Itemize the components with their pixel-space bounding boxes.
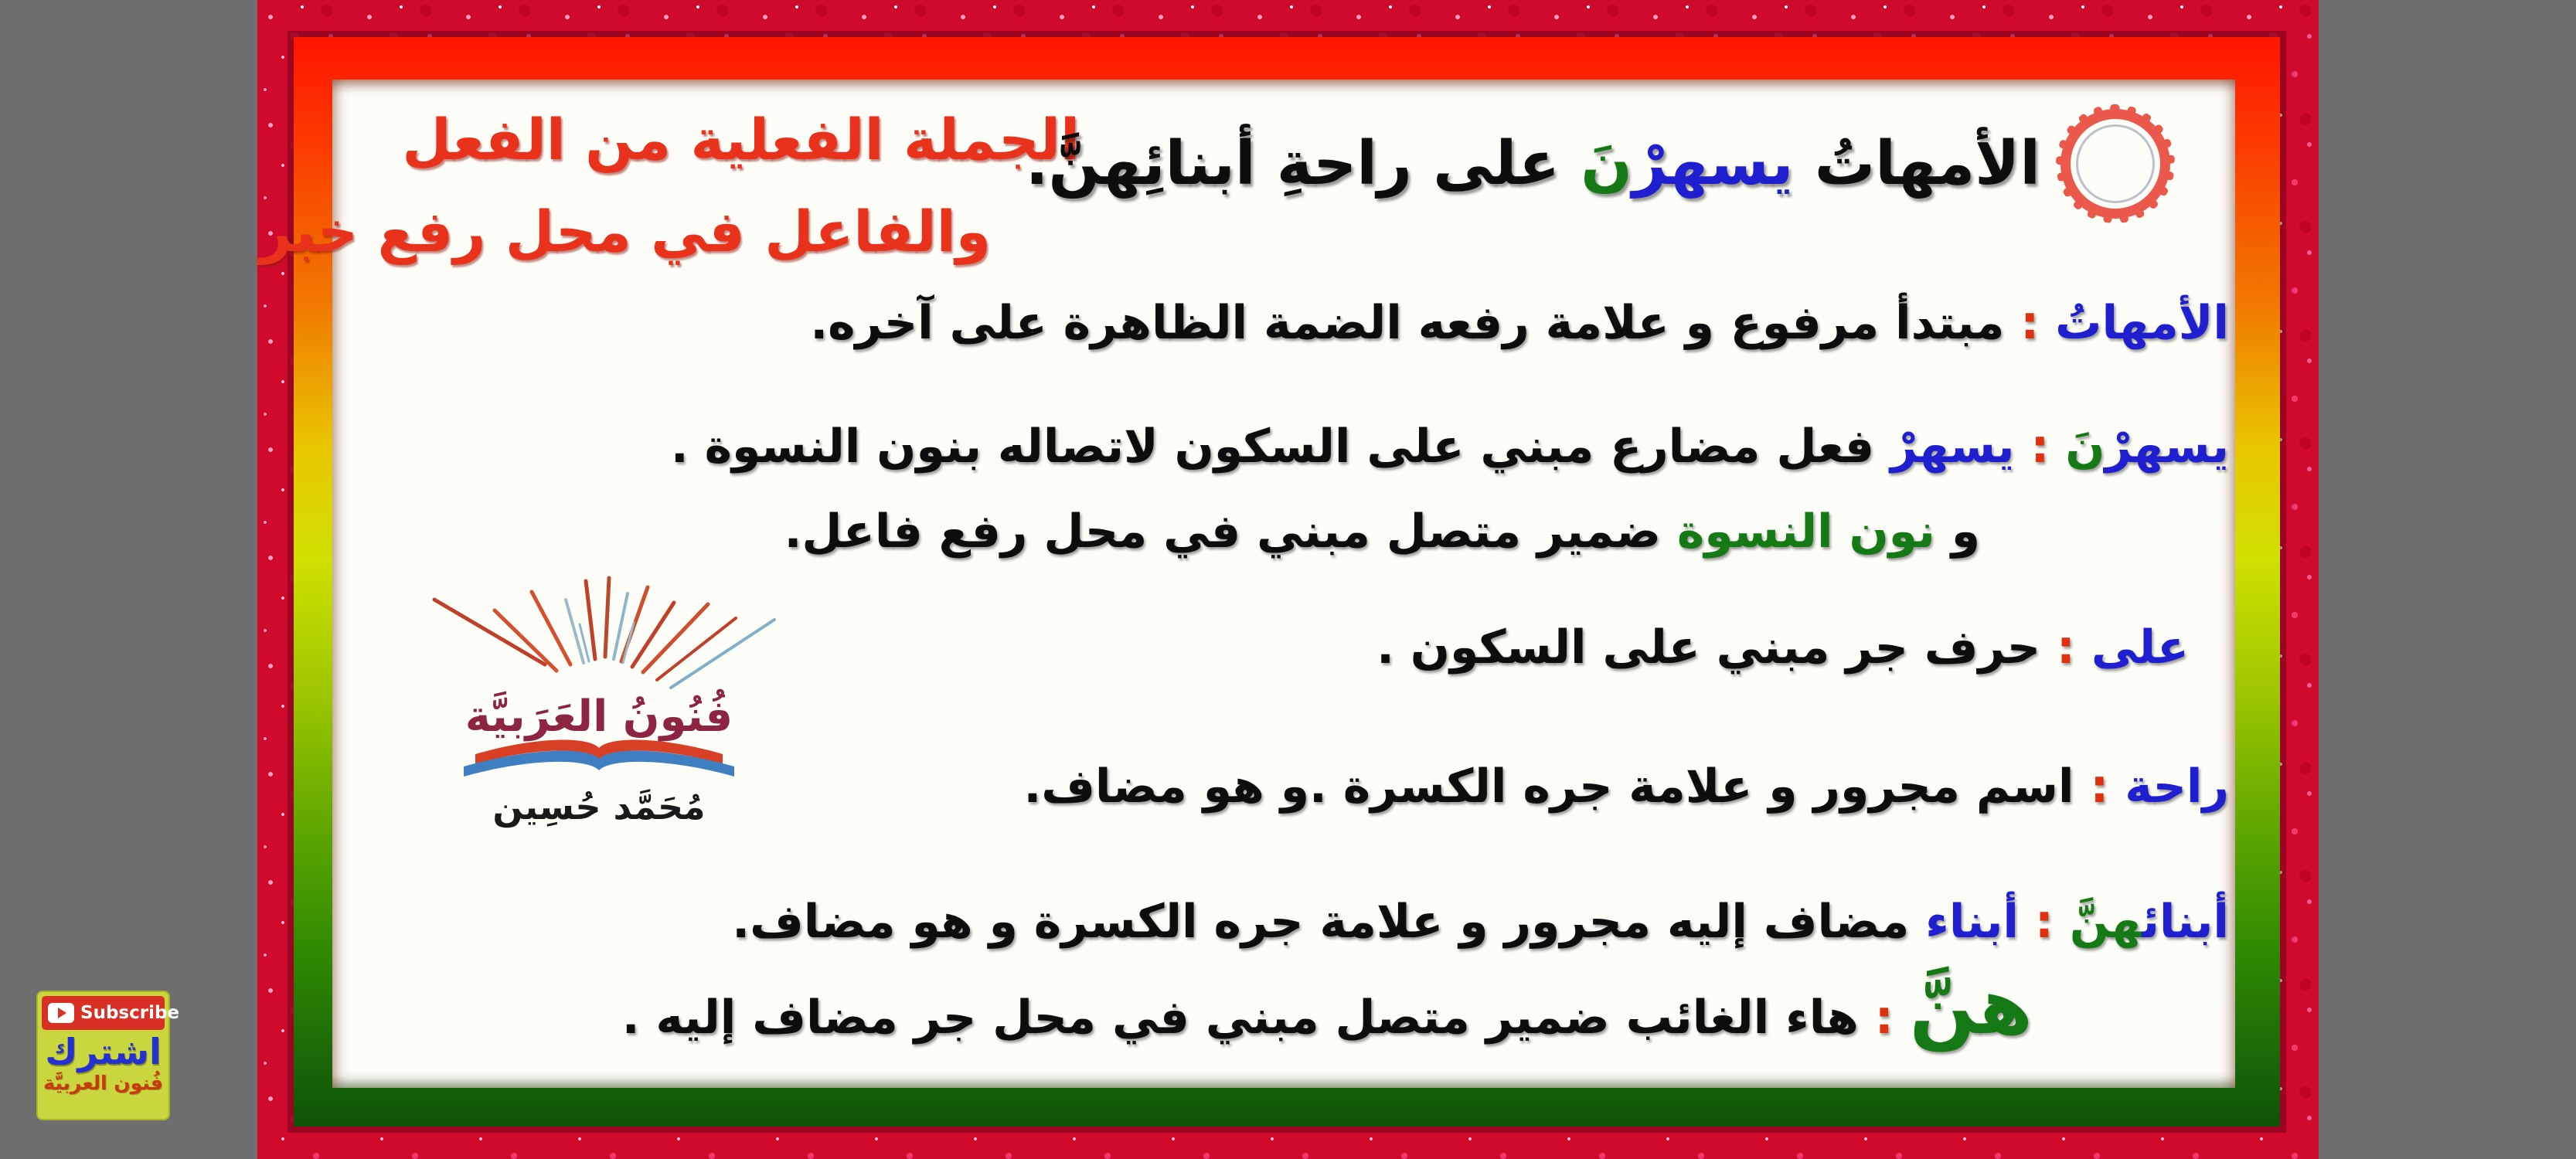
logo-signature-text: مُحَمَّد حُسِين [492, 786, 706, 828]
youtube-play-icon [48, 1003, 74, 1023]
body-yasharna: فعل مضارع مبني على السكون لاتصاله بنون النسوة . [670, 420, 1875, 474]
colon-abnaa: : [2018, 895, 2070, 949]
colon-ala: : [2040, 620, 2091, 675]
repeat-abnaa: أبناء [1909, 895, 2019, 949]
subscribe-badge[interactable] [36, 991, 180, 1120]
subscribe-arabic-label: اشترك [45, 1031, 162, 1072]
waw-noon: و [1935, 505, 1980, 559]
keyword-yasharna-blue: يسهرْ [2105, 420, 2229, 474]
red-heading-line-2 [259, 199, 991, 265]
title-part-black-1: الأمهاتُ [1793, 129, 2040, 199]
parse-line-ala [1376, 620, 2189, 675]
body-amahat: مبتدأ مرفوع و علامة رفعه الضمة الظاهرة على آخره. [810, 296, 2005, 350]
parse-line-hunna [621, 961, 2033, 1052]
body-ala: حرف جر مبني على السكون . [1376, 620, 2041, 675]
colon-amahat: : [2004, 296, 2056, 350]
parse-line-noon [784, 505, 1980, 559]
keyword-hunna: هنَّ [1909, 961, 2033, 1052]
red-heading-line-1 [402, 107, 1080, 173]
subscribe-channel-name: فُنون العربيَّة [43, 1072, 163, 1094]
colon-raha: : [2074, 760, 2125, 814]
parse-line-amahat [810, 296, 2229, 350]
parse-line-raha [1023, 760, 2229, 814]
title-row [1026, 109, 2170, 219]
title-part-green: نَ [1581, 129, 1632, 199]
channel-logo [402, 570, 796, 841]
parse-line-abnaa [732, 895, 2229, 949]
slide-content-area [259, 80, 2235, 1088]
red-heading-text-1: الجملة الفعلية من الفعل [402, 107, 1080, 173]
sentence-title [1026, 129, 2040, 199]
keyword-abnaa-blue: أبنائ [2142, 895, 2229, 949]
body-noon: ضمير متصل مبني في محل رفع فاعل. [784, 505, 1661, 559]
subscribe-label: Subscribe [80, 1003, 180, 1023]
keyword-yasharna-green: نَ [2065, 420, 2105, 474]
scalloped-seal-circle-icon [2060, 109, 2170, 219]
red-heading-text-2: والفاعل في محل رفع خبر [259, 199, 991, 265]
subscribe-button[interactable] [42, 996, 180, 1030]
colon-yasharna: : [2014, 420, 2066, 474]
parse-line-yasharna [671, 420, 2229, 474]
keyword-ala: على [2091, 620, 2189, 675]
keyword-noon: نون النسوة [1660, 505, 1935, 559]
keyword-abnaa-green: هنَّ [2069, 895, 2142, 949]
title-part-black-2: على راحةِ أبنائِهنَّ. [1025, 129, 1581, 199]
body-raha: اسم مجرور و علامة جره الكسرة .و هو مضاف. [1023, 760, 2074, 814]
keyword-raha: راحة [2125, 760, 2229, 814]
repeat-yasharna: يسهرْ [1874, 420, 2015, 474]
title-part-blue: يسهرْ [1632, 129, 1794, 199]
body-hunna: هاء الغائب ضمير متصل مبني في محل جر مضاف إليه . [621, 991, 1859, 1045]
gradient-border-frame [259, 37, 2280, 1127]
sunburst-rays-icon [434, 578, 774, 688]
colon-hunna: : [1858, 991, 1910, 1045]
keyword-amahat: الأمهاتُ [2055, 296, 2229, 350]
logo-title-text: فُنُونُ العَرَبيَّة [464, 692, 733, 742]
body-abnaa: مضاف إليه مجرور و علامة جره الكسرة و هو مضاف. [732, 895, 1910, 949]
